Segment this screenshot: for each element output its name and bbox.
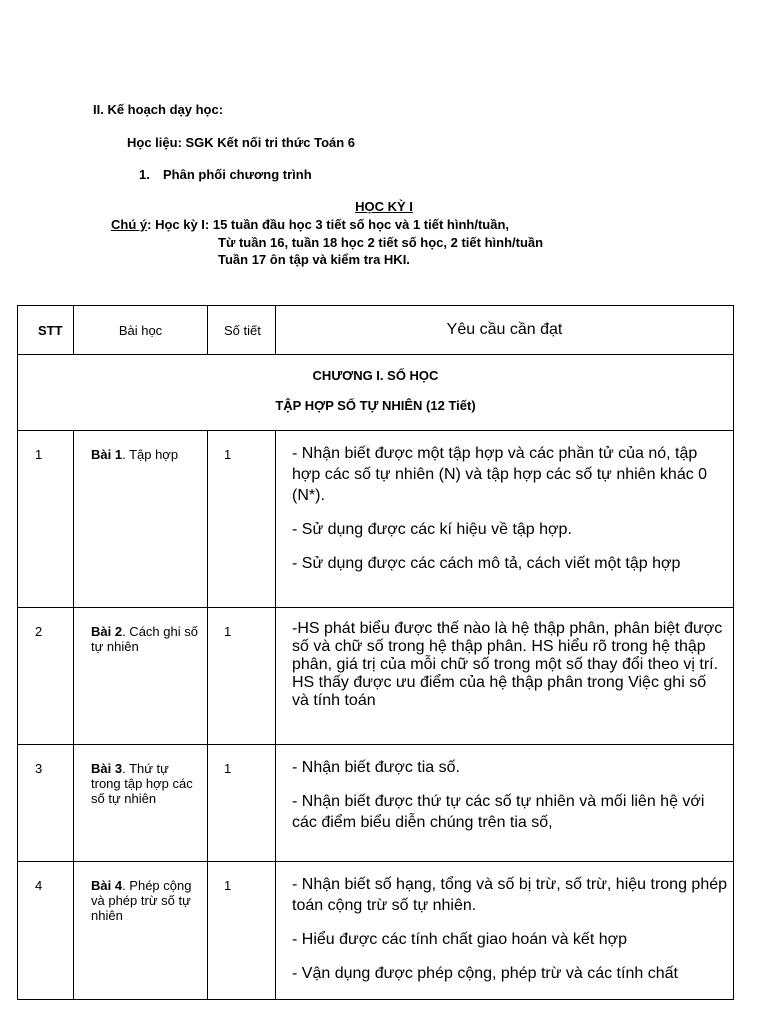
chapter-row (18, 355, 734, 431)
table-row (18, 745, 734, 862)
curriculum-table (17, 305, 734, 1000)
table-header-row (18, 306, 734, 355)
lesson-title: . Thứ tự trong tập hợp các số tự nhiên (91, 761, 193, 806)
semester-title: HỌC KỲ I (355, 199, 413, 214)
lesson-title: . Phép cộng và phép trừ số tự nhiên (91, 878, 192, 923)
requirements-cell (276, 745, 734, 862)
requirement-item: - Sử dụng được các cách mô tả, cách viết một tập hợp (292, 555, 681, 572)
note-label: Chú ý (111, 217, 148, 232)
note-line-3: Tuần 17 ôn tập và kiểm tra HKI. (218, 252, 410, 267)
requirement-item: - Hiểu được các tính chất giao hoán và kết hợp (292, 931, 627, 948)
periods-cell: 1 (208, 745, 276, 862)
table-row (18, 862, 734, 1000)
column-header-requirements: Yêu cầu cần đạt (276, 306, 734, 355)
lesson-title: . Cách ghi số tự nhiên (91, 624, 198, 654)
table-row (18, 431, 734, 608)
lesson-title: . Tập hợp (122, 447, 179, 462)
requirements-cell (276, 862, 734, 1000)
periods-cell: 1 (208, 431, 276, 608)
list-item-number: 1. (139, 167, 150, 182)
stt-cell: 2 (18, 608, 74, 745)
column-header-stt: STT (18, 306, 74, 355)
lesson-cell (74, 431, 208, 608)
note-text-1: : Học kỳ I: 15 tuần đầu học 3 tiết số học và 1 tiết hình/tuần, (147, 217, 510, 232)
note-line-2: Từ tuần 16, tuần 18 học 2 tiết số học, 2 tiết hình/tuần (218, 235, 544, 250)
requirement-item: - Sử dụng được các kí hiệu về tập hợp. (292, 521, 572, 538)
requirements-cell (276, 608, 734, 745)
table-row (18, 608, 734, 745)
material-line: Học liệu: SGK Kết nối tri thức Toán 6 (127, 135, 356, 150)
lesson-cell (74, 608, 208, 745)
chapter-title: CHƯƠNG I. SỐ HỌC (312, 368, 439, 383)
requirement-item: -HS phát biểu được thế nào là hệ thập phân, phân biệt được số và chữ số trong hệ thập phân. HS hiểu rõ trong hệ thập phân, giá trị của mỗi chữ số trong một số thay đổi theo vị trí. HS thấy được ưu điểm của hệ thập phân trong Việc ghi số và tính toán (292, 620, 723, 709)
lesson-number: Bài 3 (91, 761, 123, 776)
requirement-item: - Vận dụng được phép cộng, phép trừ và các tính chất (292, 965, 678, 982)
list-item-heading (139, 167, 312, 182)
requirement-item: - Nhận biết được thứ tự các số tự nhiên và mối liên hệ với các điểm biểu diễn chúng trên tia số, (292, 793, 705, 831)
periods-cell: 1 (208, 608, 276, 745)
note-line-1 (111, 217, 509, 232)
column-header-periods: Số tiết (208, 306, 276, 355)
section-heading: II. Kế hoạch dạy học: (93, 102, 224, 117)
stt-cell: 4 (18, 862, 74, 1000)
lesson-cell (74, 745, 208, 862)
lesson-number: Bài 4 (91, 878, 123, 893)
lesson-cell (74, 862, 208, 1000)
chapter-cell (18, 355, 734, 431)
column-header-lesson: Bài học (74, 306, 208, 355)
lesson-number: Bài 1 (91, 447, 123, 462)
lesson-number: Bài 2 (91, 624, 123, 639)
list-item-title: Phân phối chương trình (163, 167, 312, 182)
requirement-item: - Nhận biết được tia số. (292, 759, 460, 776)
periods-cell: 1 (208, 862, 276, 1000)
stt-cell: 1 (18, 431, 74, 608)
requirements-cell (276, 431, 734, 608)
stt-cell: 3 (18, 745, 74, 862)
chapter-subtitle: TẬP HỢP SỐ TỰ NHIÊN (12 Tiết) (275, 398, 476, 413)
requirement-item: - Nhận biết số hạng, tổng và số bị trừ, số trừ, hiệu trong phép toán cộng trừ số tự nhiên. (292, 876, 728, 914)
requirement-item: - Nhận biết được một tập hợp và các phần tử của nó, tập hợp các số tự nhiên (N) và tập hợp các số tự nhiên khác 0 (N*). (292, 445, 708, 504)
